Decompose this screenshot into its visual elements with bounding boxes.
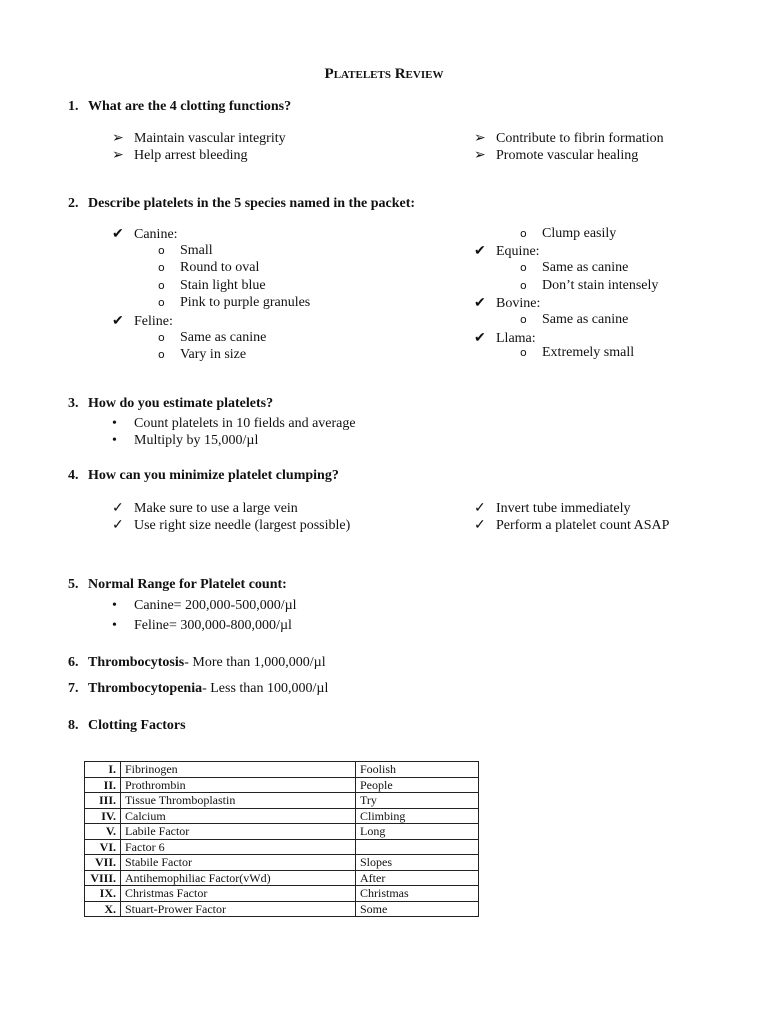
species-canine: ✔ Canine: <box>112 227 178 242</box>
list-item: ➢ Maintain vascular integrity <box>112 131 286 146</box>
list-item: ➢ Contribute to fibrin formation <box>474 131 664 146</box>
arrow-bullet-icon: ➢ <box>112 148 124 163</box>
check-bullet-icon: ✔ <box>474 331 486 346</box>
question-number: 3. <box>68 396 79 411</box>
circle-bullet-icon: o <box>158 279 165 292</box>
table-row: VII. Stabile Factor Slopes <box>85 855 479 871</box>
question-text: Clotting Factors <box>88 718 186 733</box>
dot-bullet-icon: • <box>112 618 117 633</box>
question-4 <box>68 468 339 484</box>
definition: - More than 1,000,000/µl <box>184 655 326 670</box>
table-row: I. Fibrinogen Foolish <box>85 762 479 778</box>
dot-bullet-icon: • <box>112 416 117 431</box>
table-row: X. Stuart-Prower Factor Some <box>85 901 479 917</box>
question-number: 8. <box>68 718 79 733</box>
question-3 <box>68 396 273 412</box>
check-bullet-icon: ✔ <box>474 296 486 311</box>
question-number: 5. <box>68 577 79 592</box>
check-bullet-icon: ✔ <box>112 227 124 242</box>
arrow-bullet-icon: ➢ <box>112 131 124 146</box>
clotting-factors-table <box>84 761 479 917</box>
question-text: Normal Range for Platelet count: <box>88 577 287 592</box>
question-text: How can you minimize platelet clumping? <box>88 468 339 483</box>
circle-bullet-icon: o <box>520 346 527 359</box>
checkmark-icon: ✓ <box>112 518 124 533</box>
circle-bullet-icon: o <box>520 261 527 274</box>
dot-bullet-icon: • <box>112 598 117 613</box>
list-item: ➢ Help arrest bleeding <box>112 148 248 163</box>
table-row: V. Labile Factor Long <box>85 824 479 840</box>
table-row: VI. Factor 6 <box>85 839 479 855</box>
list-item: o Same as canine <box>158 330 267 345</box>
list-item: • Count platelets in 10 fields and average <box>112 416 356 431</box>
question-6 <box>68 655 326 671</box>
list-item: • Canine= 200,000-500,000/µl <box>112 598 297 613</box>
table-row: II. Prothrombin People <box>85 777 479 793</box>
arrow-bullet-icon: ➢ <box>474 131 486 146</box>
list-item: o Don’t stain intensely <box>520 278 659 293</box>
checkmark-icon: ✓ <box>112 501 124 516</box>
check-bullet-icon: ✔ <box>474 244 486 259</box>
circle-bullet-icon: o <box>520 227 527 240</box>
question-number: 7. <box>68 681 79 696</box>
question-1 <box>68 99 291 115</box>
species-equine: ✔ Equine: <box>474 244 540 259</box>
circle-bullet-icon: o <box>158 296 165 309</box>
species-bovine: ✔ Bovine: <box>474 296 541 311</box>
checkmark-icon: ✓ <box>474 501 486 516</box>
list-item: o Pink to purple granules <box>158 295 311 310</box>
question-5 <box>68 577 287 593</box>
term: Thrombocytopenia <box>88 681 203 696</box>
question-text: What are the 4 clotting functions? <box>88 99 292 114</box>
checkmark-icon: ✓ <box>474 518 486 533</box>
species-llama: ✔ Llama: <box>474 331 536 346</box>
question-number: 6. <box>68 655 79 670</box>
list-item: ✓ Make sure to use a large vein <box>112 501 298 516</box>
question-text: How do you estimate platelets? <box>88 396 274 411</box>
table-row: IX. Christmas Factor Christmas <box>85 886 479 902</box>
arrow-bullet-icon: ➢ <box>474 148 486 163</box>
list-item: o Extremely small <box>520 345 635 360</box>
circle-bullet-icon: o <box>520 279 527 292</box>
list-item: o Same as canine <box>520 260 629 275</box>
circle-bullet-icon: o <box>520 313 527 326</box>
list-item: ➢ Promote vascular healing <box>474 148 639 163</box>
list-item: o Stain light blue <box>158 278 266 293</box>
question-2 <box>68 196 415 212</box>
species-feline: ✔ Feline: <box>112 314 173 329</box>
list-item: ✓ Perform a platelet count ASAP <box>474 518 670 533</box>
list-item: o Clump easily <box>520 226 617 241</box>
page-title: Platelets Review <box>324 66 444 82</box>
question-number: 2. <box>68 196 79 211</box>
list-item: o Vary in size <box>158 347 247 362</box>
question-8 <box>68 718 186 734</box>
list-item: o Round to oval <box>158 260 260 275</box>
list-item: ✓ Invert tube immediately <box>474 501 631 516</box>
table-row: III. Tissue Thromboplastin Try <box>85 793 479 809</box>
question-number: 4. <box>68 468 79 483</box>
circle-bullet-icon: o <box>158 261 165 274</box>
circle-bullet-icon: o <box>158 348 165 361</box>
table-row: IV. Calcium Climbing <box>85 808 479 824</box>
dot-bullet-icon: • <box>112 433 117 448</box>
list-item: o Small <box>158 243 213 258</box>
list-item: ✓ Use right size needle (largest possible) <box>112 518 351 533</box>
question-number: 1. <box>68 99 79 114</box>
question-7 <box>68 681 328 697</box>
list-item: • Multiply by 15,000/µl <box>112 433 259 448</box>
list-item: o Same as canine <box>520 312 629 327</box>
question-text: Describe platelets in the 5 species named in the packet: <box>88 196 416 211</box>
circle-bullet-icon: o <box>158 331 165 344</box>
list-item: • Feline= 300,000-800,000/µl <box>112 618 292 633</box>
table-row: VIII. Antihemophiliac Factor(vWd) After <box>85 870 479 886</box>
check-bullet-icon: ✔ <box>112 314 124 329</box>
circle-bullet-icon: o <box>158 244 165 257</box>
term: Thrombocytosis <box>88 655 185 670</box>
definition: - Less than 100,000/µl <box>202 681 329 696</box>
